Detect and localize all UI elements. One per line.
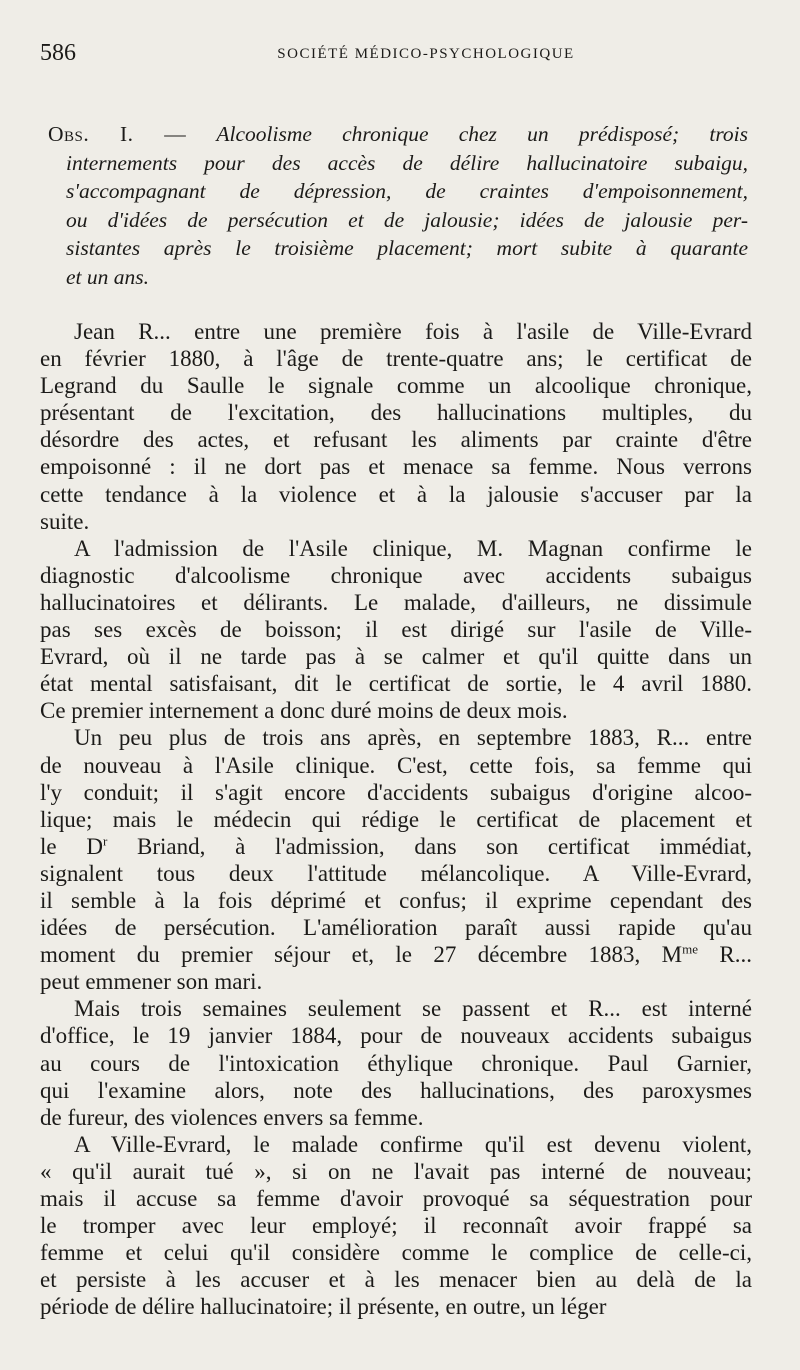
text-line: de fureur, des violences envers sa femme. xyxy=(40,1104,424,1130)
text-line: qui l'examine alors, note des hallucinations, des paroxysmes xyxy=(40,1077,752,1103)
observation-title-line: Obs. I. — Alcoolisme chronique chez un prédisposé; trois xyxy=(48,122,748,146)
running-head: SOCIÉTÉ MÉDICO-PSYCHOLOGIQUE xyxy=(277,46,575,62)
paragraph xyxy=(40,995,752,1130)
text-line: mais il accuse sa femme d'avoir provoqué sa séquestration pour xyxy=(40,1186,752,1211)
text-line: Evrard, où il ne tarde pas à se calmer et qu'il quitte dans un xyxy=(40,644,752,670)
text-line: en février 1880, à l'âge de trente-quatre ans; le certificat de xyxy=(40,346,752,372)
text-line: cette tendance à la violence et à la jalousie s'accuser par la xyxy=(40,481,752,507)
text-line: Ce premier internement a donc duré moins de deux mois. xyxy=(40,698,568,724)
text-line: pas ses excès de boisson; il est dirigé sur l'asile de Ville- xyxy=(40,617,752,643)
text-line: empoisonné : il ne dort pas et menace sa femme. Nous verrons xyxy=(40,454,752,480)
text-line: signalent tous deux l'attitude mélancolique. A Ville-Evrard, xyxy=(40,860,752,886)
text-line: moment du premier séjour et, le 27 décembre 1883, $M^{me}$ R... xyxy=(40,941,752,968)
observation-title-line: et un ans. xyxy=(66,264,150,289)
text-line: Legrand du Saulle le signale comme un alcoolique chronique, xyxy=(40,373,752,399)
text-line: d'office, le 19 janvier 1884, pour de nouveaux accidents subaigus xyxy=(40,1023,752,1049)
observation-label: Obs. I. — xyxy=(48,122,187,146)
text-line: désordre des actes, et refusant les aliments par crainte d'être xyxy=(40,427,752,453)
text-line: lique; mais le médecin qui rédige le certificat de placement et xyxy=(40,806,752,832)
observation-title-line: internements pour des accès de délire hallucinatoire subaigu, xyxy=(66,150,748,175)
observation-title-line: s'accompagnant de dépression, de craintes d'empoisonnement, xyxy=(66,179,748,204)
text-line: « qu'il aurait tué », si on ne l'avait pas interné de nouveau; xyxy=(40,1158,752,1184)
paragraph xyxy=(40,724,752,995)
text-line: diagnostic d'alcoolisme chronique avec accidents subaigus xyxy=(40,562,752,588)
text-line: état mental satisfaisant, dit le certificat de sortie, le 4 avril 1880. xyxy=(40,671,752,697)
text-line: au cours de l'intoxication éthylique chronique. Paul Garnier, xyxy=(40,1050,752,1076)
text-line: période de délire hallucinatoire; il présente, en outre, un léger xyxy=(40,1294,607,1320)
text-line: il semble à la fois déprimé et confus; il exprime cependant des xyxy=(40,887,752,913)
text-line: le $D^r$ Briand, à l'admission, dans son certificat immédiat, xyxy=(40,833,752,859)
text-line: A l'admission de l'Asile clinique, M. Magnan confirme le xyxy=(74,535,752,561)
page-number: 586 xyxy=(40,40,76,66)
observation-heading xyxy=(48,120,748,292)
body-text xyxy=(40,318,752,1320)
page-header xyxy=(40,40,752,70)
paragraph xyxy=(40,535,752,725)
text-line: Mais trois semaines seulement se passent et R... est interné xyxy=(74,996,752,1022)
text-line: idées de persécution. L'amélioration paraît aussi rapide qu'au xyxy=(40,915,752,941)
text-line: peut emmener son mari. xyxy=(40,969,263,995)
text-line: de nouveau à l'Asile clinique. C'est, cette fois, sa femme qui xyxy=(40,752,752,778)
text-line: femme et celui qu'il considère comme le complice de celle-ci, xyxy=(40,1240,752,1266)
text-line: hallucinatoires et délirants. Le malade, d'ailleurs, ne dissimule xyxy=(40,589,752,615)
observation-title-line: ou d'idées de persécution et de jalousie; idées de jalousie per- xyxy=(66,207,748,232)
text-line: Un peu plus de trois ans après, en septembre 1883, R... entre xyxy=(74,725,752,751)
paragraph xyxy=(40,318,752,535)
text-line: présentant de l'excitation, des hallucinations multiples, du xyxy=(40,400,752,426)
paragraph xyxy=(40,1131,752,1321)
text-line: suite. xyxy=(40,508,90,534)
observation-title-line: sistantes après le troisième placement; mort subite à quarante xyxy=(66,236,748,261)
text-line: le tromper avec leur employé; il reconnaît avoir frappé sa xyxy=(40,1213,752,1239)
text-line: l'y conduit; il s'agit encore d'accidents subaigus d'origine alcoo- xyxy=(40,779,752,805)
text-line: et persiste à les accuser et à les menacer bien au delà de la xyxy=(40,1267,752,1293)
text-line: A Ville-Evrard, le malade confirme qu'il est devenu violent, xyxy=(74,1131,752,1157)
text-line: Jean R... entre une première fois à l'asile de Ville-Evrard xyxy=(74,319,752,344)
